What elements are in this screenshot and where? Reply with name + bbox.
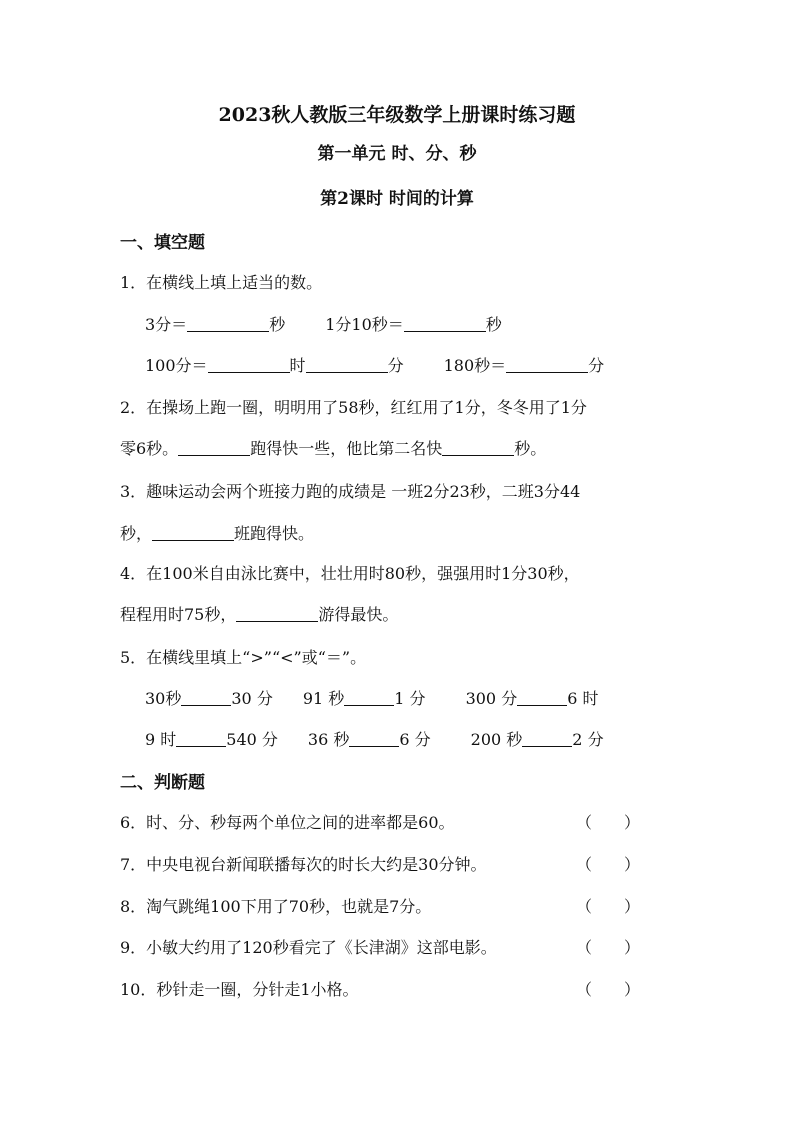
q1-b2-label: 180秒＝	[443, 356, 507, 375]
q4-text-a: 程程用时75秒，	[120, 605, 237, 624]
compare-left: 30秒	[145, 689, 182, 708]
answer-blank[interactable]	[236, 605, 318, 622]
q2-text-b: 跑得快一些，他比第二名快	[250, 439, 443, 458]
answer-parentheses[interactable]: （ ）	[576, 813, 641, 832]
judge-item-6: 6．时、分、秒每两个单位之间的进率都是60。	[120, 813, 455, 832]
compare-left: 91 秒	[302, 689, 345, 708]
section-fill-heading: 一、填空题	[120, 233, 205, 253]
q2-text-a: 零6秒。	[120, 439, 179, 458]
judge-item-9: 9．小敏大约用了120秒看完了《长津湖》这部电影。	[120, 938, 497, 957]
compare-blank[interactable]	[344, 689, 394, 706]
compare-right: 1 分	[394, 689, 426, 708]
q3-text-b: 班跑得快。	[234, 524, 315, 543]
q1-b1-unit-hour: 时	[289, 356, 306, 375]
compare-right: 6 时	[567, 689, 599, 708]
compare-left: 9 时	[145, 730, 177, 749]
compare-left: 300 分	[465, 689, 518, 708]
answer-parentheses[interactable]: （ ）	[576, 938, 641, 957]
question-1-row-a	[145, 312, 502, 335]
section-judge-heading: 二、判断题	[120, 773, 205, 793]
q1-a1-unit: 秒	[269, 315, 286, 334]
q1-a2-unit: 秒	[485, 315, 502, 334]
compare-blank[interactable]	[181, 689, 231, 706]
q2-text-c: 秒。	[514, 439, 547, 458]
answer-blank[interactable]	[178, 439, 250, 456]
compare-blank[interactable]	[176, 730, 226, 747]
answer-blank[interactable]	[152, 524, 234, 541]
question-4-line-1: 4．在100米自由泳比赛中，壮壮用时80秒，强强用时1分30秒，	[120, 564, 580, 583]
compare-right: 2 分	[572, 730, 604, 749]
answer-parentheses[interactable]: （ ）	[576, 855, 641, 874]
q3-text-a: 秒，	[120, 524, 153, 543]
compare-right: 6 分	[399, 730, 431, 749]
question-5-text: 5．在横线里填上“>”“<”或“＝”。	[120, 648, 367, 667]
q1-b2-unit: 分	[588, 356, 605, 375]
compare-right: 30 分	[231, 689, 273, 708]
worksheet-title: 2023秋人教版三年级数学上册课时练习题	[218, 104, 576, 126]
answer-parentheses[interactable]: （ ）	[576, 980, 641, 999]
compare-blank[interactable]	[349, 730, 399, 747]
q1-b1-unit-minute: 分	[387, 356, 404, 375]
question-2-line-1: 2．在操场上跑一圈，明明用了58秒，红红用了1分，冬冬用了1分	[120, 398, 587, 417]
question-3-line-2	[120, 521, 314, 544]
answer-blank[interactable]	[506, 356, 588, 373]
judge-item-8: 8．淘气跳绳100下用了70秒，也就是7分。	[120, 897, 432, 916]
question-3-line-1: 3．趣味运动会两个班接力跑的成绩是 一班2分23秒，二班3分44	[120, 482, 581, 501]
answer-blank[interactable]	[208, 356, 290, 373]
unit-title: 第一单元 时、分、秒	[317, 144, 477, 164]
question-1-row-b	[145, 353, 604, 376]
compare-left: 36 秒	[307, 730, 350, 749]
q1-a2-label: 1分10秒＝	[325, 315, 404, 334]
q1-a1-label: 3分＝	[145, 315, 188, 334]
q1-b1-label: 100分＝	[145, 356, 208, 375]
compare-blank[interactable]	[522, 730, 572, 747]
judge-item-7: 7．中央电视台新闻联播每次的时长大约是30分钟。	[120, 855, 487, 874]
compare-blank[interactable]	[517, 689, 567, 706]
compare-right: 540 分	[226, 730, 278, 749]
lesson-title: 第2课时 时间的计算	[320, 189, 474, 209]
answer-blank[interactable]	[442, 439, 514, 456]
question-1-text: 1．在横线上填上适当的数。	[120, 273, 323, 292]
question-2-line-2	[120, 436, 546, 459]
answer-blank[interactable]	[404, 315, 486, 332]
question-5-row-1	[145, 686, 598, 709]
compare-left: 200 秒	[470, 730, 523, 749]
question-4-line-2	[120, 602, 398, 625]
q4-text-b: 游得最快。	[318, 605, 399, 624]
question-5-row-2	[145, 727, 604, 750]
answer-blank[interactable]	[187, 315, 269, 332]
answer-blank[interactable]	[306, 356, 388, 373]
judge-item-10: 10．秒针走一圈，分针走1小格。	[120, 980, 359, 999]
answer-parentheses[interactable]: （ ）	[576, 897, 641, 916]
